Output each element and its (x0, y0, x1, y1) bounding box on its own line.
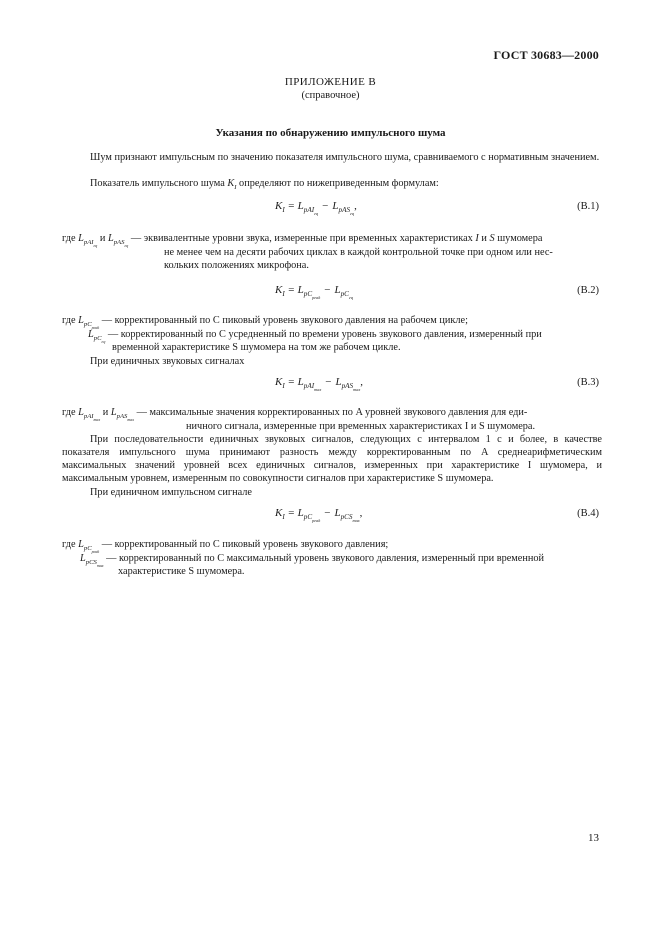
equation-number-b4: (В.4) (577, 508, 599, 519)
where-b2-line1: где $L_{pC_{peak}}$ — корректированный по C пиковый уровень звукового давления на рабочем цикле; (62, 315, 468, 330)
paragraph-single-signals: При единичных звуковых сигналах (90, 356, 245, 367)
where-b4-line1: где $L_{pC_{peak}}$ — корректированный по C пиковый уровень звукового давления; (62, 539, 389, 554)
annex-title: ПРИЛОЖЕНИЕ В (284, 76, 377, 88)
paragraph-intro: Шум признают импульсным по значению показателя импульсного шума, сравниваемого с нормативным значением. (90, 152, 600, 163)
where-b4-line2: $L_{pCS_{max}}$ — корректированный по C максимальный уровень звукового давления, измеренный при временной (80, 553, 545, 568)
formula-b2: $K_I = L_{pC_{peak}}- L_{pC_{eq}}$ (275, 284, 353, 300)
equation-number-b1: (В.1) (577, 201, 599, 212)
formula-b3: $K_I = L_{pAI_{max}}- L_{pAS_{max}}$, (275, 376, 364, 392)
where-b4-line3: характеристике S шумомера. (118, 566, 245, 577)
formula-b1: $K_I = L_{pAI_{eq}}- L_{pAS_{eq}}$, (275, 200, 357, 216)
where-b1-line3: кольких положениях микрофона. (164, 260, 309, 271)
where-b1-line2: не менее чем на десяти рабочих циклах в каждой контрольной точке при одном или нес- (164, 247, 553, 258)
where-b1-line1: где $L_{pAI_{eq}}$ и $L_{pAS_{eq}}$ — эквивалентные уровни звука, измеренные при временных характеристиках I и S шумомера (62, 233, 543, 248)
where-b2-line3: временной характеристике S шумомера на том же рабочем цикле. (112, 342, 401, 353)
paragraph-formula-intro: Показатель импульсного шума $K_I$ определяют по нижеприведенным формулам: (90, 178, 439, 191)
annex-subtitle: (справочное) (301, 90, 360, 101)
standard-number: ГОСТ 30683—2000 (493, 48, 599, 62)
paragraph-sequence: При последовательности единичных звуковых сигналов, следующих с интервалом 1 с и более, в качестве показателя импульсного шума принимают разность между корректированным по A среднеарифметическим максимальных значений уровней всех единичных сигналов, измеренных при характеристике I шумомера, и максимальным уровнем, измеренным по совокупности сигналов при характеристике S шумомера. (62, 434, 602, 484)
where-b2-line2: $L_{pC_{eq}}$ — корректированный по C усредненный по времени уровень звукового давления, измеренный при (88, 329, 542, 344)
equation-number-b3: (В.3) (577, 377, 599, 388)
formula-b4: $K_I = L_{pC_{peak}}- L_{pCS_{max}}$, (275, 507, 363, 523)
page-number: 13 (588, 832, 599, 844)
paragraph-impulse-signal: При единичном импульсном сигнале (90, 487, 252, 498)
where-b3-line2: ничного сигнала, измеренные при временных характеристиках I и S шумомера. (186, 421, 536, 432)
equation-number-b2: (В.2) (577, 285, 599, 296)
section-heading: Указания по обнаружению импульсного шума (215, 127, 446, 139)
where-b3-line1: где $L_{pAI_{max}}$ и $L_{pAS_{max}}$ — максимальные значения корректированных по A уровней звукового давления для еди- (62, 407, 528, 422)
